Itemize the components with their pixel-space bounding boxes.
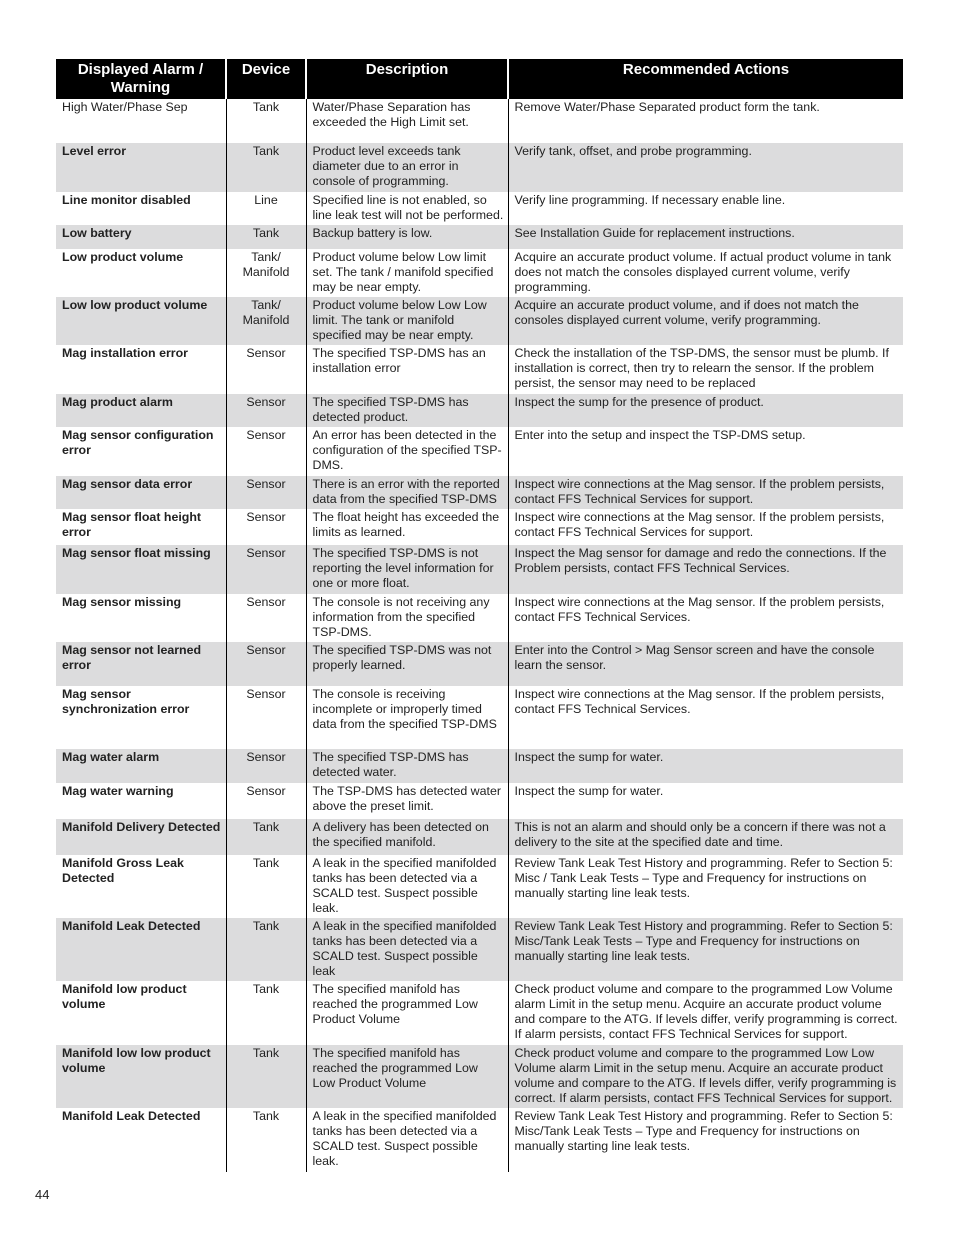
device-cell: Sensor xyxy=(226,427,306,476)
action-cell: Remove Water/Phase Separated product form the tank. xyxy=(514,100,820,114)
table-row xyxy=(56,143,903,192)
device-cell: Sensor xyxy=(226,749,306,783)
action-cell: Verify tank, offset, and probe programming. xyxy=(508,143,903,192)
device-cell: Sensor xyxy=(226,594,306,642)
table-row xyxy=(56,225,903,249)
header-alarm: Displayed Alarm / Warning xyxy=(56,59,226,99)
description-cell: Specified line is not enabled, so line leak test will not be performed. xyxy=(306,192,508,225)
alarm-cell: Manifold Gross Leak Detected xyxy=(56,855,226,918)
device-cell: Sensor xyxy=(226,783,306,819)
table-row xyxy=(56,249,903,297)
action-cell: Inspect wire connections at the Mag sensor. If the problem persists, contact FFS Technical Services. xyxy=(514,595,885,624)
alarm-cell: Mag water warning xyxy=(56,783,226,819)
description-cell: Product level exceeds tank diameter due to an error in console of programming. xyxy=(306,143,508,192)
action-cell: Acquire an accurate product volume. If actual product volume in tank does not match the consoles displayed current volume, verify programming. xyxy=(514,250,892,294)
alarm-cell: Manifold Leak Detected xyxy=(56,1108,226,1172)
alarm-cell: Mag sensor missing xyxy=(56,594,226,642)
table-row xyxy=(56,594,903,642)
action-cell: Verify line programming. If necessary enable line. xyxy=(514,193,786,207)
device-cell: Tank xyxy=(226,99,306,143)
action-cell: Enter into the Control > Mag Sensor screen and have the console learn the sensor. xyxy=(508,642,903,686)
alarm-cell: Mag sensor configuration error xyxy=(56,427,226,476)
table-row xyxy=(56,819,903,855)
alarm-table-container xyxy=(56,59,903,1172)
description-cell: The console is receiving incomplete or improperly timed data from the specified TSP-DMS xyxy=(306,686,508,749)
alarm-cell: Low low product volume xyxy=(56,297,226,345)
alarm-cell: Mag installation error xyxy=(56,345,226,394)
table-row xyxy=(56,749,903,783)
device-cell: Sensor xyxy=(226,686,306,749)
alarm-table xyxy=(56,59,903,1172)
device-cell: Tank xyxy=(226,981,306,1045)
device-cell: Sensor xyxy=(226,642,306,686)
alarm-cell: Mag sensor data error xyxy=(56,476,226,509)
table-row xyxy=(56,981,903,1045)
description-cell: The specified manifold has reached the programmed Low Product Volume xyxy=(306,981,508,1045)
action-cell: Review Tank Leak Test History and programming. Refer to Section 5: Misc / Tank Leak Tests – Type and Frequency for instructions on manually starting line leak tests. xyxy=(514,856,893,900)
device-cell: Tank xyxy=(226,918,306,981)
description-cell: There is an error with the reported data from the specified TSP-DMS xyxy=(306,476,508,509)
table-row xyxy=(56,1045,903,1108)
alarm-cell: High Water/Phase Sep xyxy=(56,99,226,143)
description-cell: A delivery has been detected on the specified manifold. xyxy=(306,819,508,855)
action-cell: Inspect the sump for water. xyxy=(508,749,903,783)
action-cell: Inspect wire connections at the Mag sensor. If the problem persists, contact FFS Technical Services. xyxy=(514,687,885,716)
device-cell: Tank/ Manifold xyxy=(226,297,306,345)
alarm-cell: Low battery xyxy=(56,225,226,249)
device-cell: Tank/ Manifold xyxy=(226,249,306,297)
page-number: 44 xyxy=(35,1187,50,1202)
header-device: Device xyxy=(226,59,306,99)
device-cell: Sensor xyxy=(226,476,306,509)
table-body xyxy=(56,99,903,1172)
description-cell: The specified manifold has reached the programmed Low Low Product Volume xyxy=(306,1045,508,1108)
alarm-cell: Mag sensor not learned error xyxy=(56,642,226,686)
action-cell: See Installation Guide for replacement instructions. xyxy=(508,225,903,249)
description-cell: The specified TSP-DMS has detected product. xyxy=(306,394,508,427)
device-cell: Tank xyxy=(226,1045,306,1108)
alarm-cell: Mag water alarm xyxy=(56,749,226,783)
table-row xyxy=(56,642,903,686)
alarm-cell: Manifold low low product volume xyxy=(56,1045,226,1108)
alarm-cell: Mag sensor synchronization error xyxy=(56,686,226,749)
description-cell: An error has been detected in the configuration of the specified TSP-DMS. xyxy=(306,427,508,476)
header-actions: Recommended Actions xyxy=(508,59,903,99)
header-description: Description xyxy=(306,59,508,99)
table-row xyxy=(56,345,903,394)
device-cell: Sensor xyxy=(226,394,306,427)
description-cell: A leak in the specified manifolded tanks has been detected via a SCALD test. Suspect possible leak xyxy=(306,918,508,981)
description-cell: Water/Phase Separation has exceeded the High Limit set. xyxy=(306,99,508,143)
device-cell: Tank xyxy=(226,1108,306,1172)
device-cell: Sensor xyxy=(226,509,306,545)
table-row xyxy=(56,918,903,981)
alarm-cell: Manifold Leak Detected xyxy=(56,918,226,981)
alarm-cell: Manifold low product volume xyxy=(56,981,226,1045)
table-row xyxy=(56,99,903,143)
device-cell: Sensor xyxy=(226,545,306,594)
action-cell: Review Tank Leak Test History and programming. Refer to Section 5: Misc/Tank Leak Tests – Type and Frequency for instructions on manually starting line leak tests. xyxy=(514,1109,893,1153)
action-cell: Enter into the setup and inspect the TSP-DMS setup. xyxy=(514,428,806,442)
alarm-cell: Manifold Delivery Detected xyxy=(56,819,226,855)
action-cell: Inspect wire connections at the Mag sensor. If the problem persists, contact FFS Technical Services for support. xyxy=(514,510,885,539)
device-cell: Tank xyxy=(226,855,306,918)
device-cell: Tank xyxy=(226,819,306,855)
alarm-cell: Level error xyxy=(56,143,226,192)
table-row xyxy=(56,509,903,545)
description-cell: The specified TSP-DMS has an installation error xyxy=(306,345,508,394)
action-cell: Check product volume and compare to the programmed Low Low Volume alarm Limit in the setup menu. Acquire an accurate product volume and compare to the ATG. If levels differ, verify programming is correct. If alarm persists, contact FFS Technical Services for support. xyxy=(508,1045,903,1108)
description-cell: The console is not receiving any information from the specified TSP-DMS. xyxy=(306,594,508,642)
table-row xyxy=(56,297,903,345)
alarm-cell: Mag product alarm xyxy=(56,394,226,427)
table-row xyxy=(56,855,903,918)
device-cell: Tank xyxy=(226,143,306,192)
action-cell: Inspect the Mag sensor for damage and redo the connections. If the Problem persists, contact FFS Technical Services. xyxy=(508,545,903,594)
description-cell: The TSP-DMS has detected water above the preset limit. xyxy=(306,783,508,819)
description-cell: The specified TSP-DMS is not reporting the level information for one or more float. xyxy=(306,545,508,594)
table-row xyxy=(56,427,903,476)
table-row xyxy=(56,394,903,427)
table-header-row xyxy=(56,59,903,99)
alarm-cell: Mag sensor float missing xyxy=(56,545,226,594)
description-cell: The specified TSP-DMS has detected water. xyxy=(306,749,508,783)
description-cell: Product volume below Low Low limit. The tank or manifold specified may be near empty. xyxy=(306,297,508,345)
table-row xyxy=(56,686,903,749)
description-cell: The specified TSP-DMS was not properly learned. xyxy=(306,642,508,686)
action-cell: Acquire an accurate product volume, and if does not match the consoles displayed current volume, verify programming. xyxy=(508,297,903,345)
description-cell: A leak in the specified manifolded tanks has been detected via a SCALD test. Suspect possible leak. xyxy=(306,855,508,918)
device-cell: Line xyxy=(226,192,306,225)
description-cell: Product volume below Low limit set. The tank / manifold specified may be near empty. xyxy=(306,249,508,297)
table-row xyxy=(56,192,903,225)
action-cell: Inspect wire connections at the Mag sensor. If the problem persists, contact FFS Technical Services for support. xyxy=(508,476,903,509)
action-cell: Check product volume and compare to the programmed Low Volume alarm Limit in the setup menu. Acquire an accurate product volume and compare to the ATG. If levels differ, verify programming is correct. If alarm persists, contact FFS Technical Services for support. xyxy=(514,982,898,1041)
device-cell: Sensor xyxy=(226,345,306,394)
table-row xyxy=(56,476,903,509)
table-row xyxy=(56,1108,903,1172)
device-cell: Tank xyxy=(226,225,306,249)
alarm-cell: Mag sensor float height error xyxy=(56,509,226,545)
action-cell: Review Tank Leak Test History and programming. Refer to Section 5: Misc/Tank Leak Tests – Type and Frequency for instructions on manually starting line leak tests. xyxy=(508,918,903,981)
action-cell: Inspect the sump for water. xyxy=(514,784,664,798)
table-row xyxy=(56,783,903,819)
alarm-cell: Line monitor disabled xyxy=(56,192,226,225)
action-cell: Inspect the sump for the presence of product. xyxy=(508,394,903,427)
description-cell: A leak in the specified manifolded tanks has been detected via a SCALD test. Suspect possible leak. xyxy=(306,1108,508,1172)
action-cell: Check the installation of the TSP-DMS, the sensor must be plumb. If installation is correct, then try to relearn the sensor. If the problem persist, the sensor may need to be replaced xyxy=(514,346,889,390)
description-cell: The float height has exceeded the limits as learned. xyxy=(306,509,508,545)
table-row xyxy=(56,545,903,594)
alarm-cell: Low product volume xyxy=(56,249,226,297)
action-cell: This is not an alarm and should only be a concern if there was not a delivery to the site at the specified date and time. xyxy=(508,819,903,855)
description-cell: Backup battery is low. xyxy=(306,225,508,249)
